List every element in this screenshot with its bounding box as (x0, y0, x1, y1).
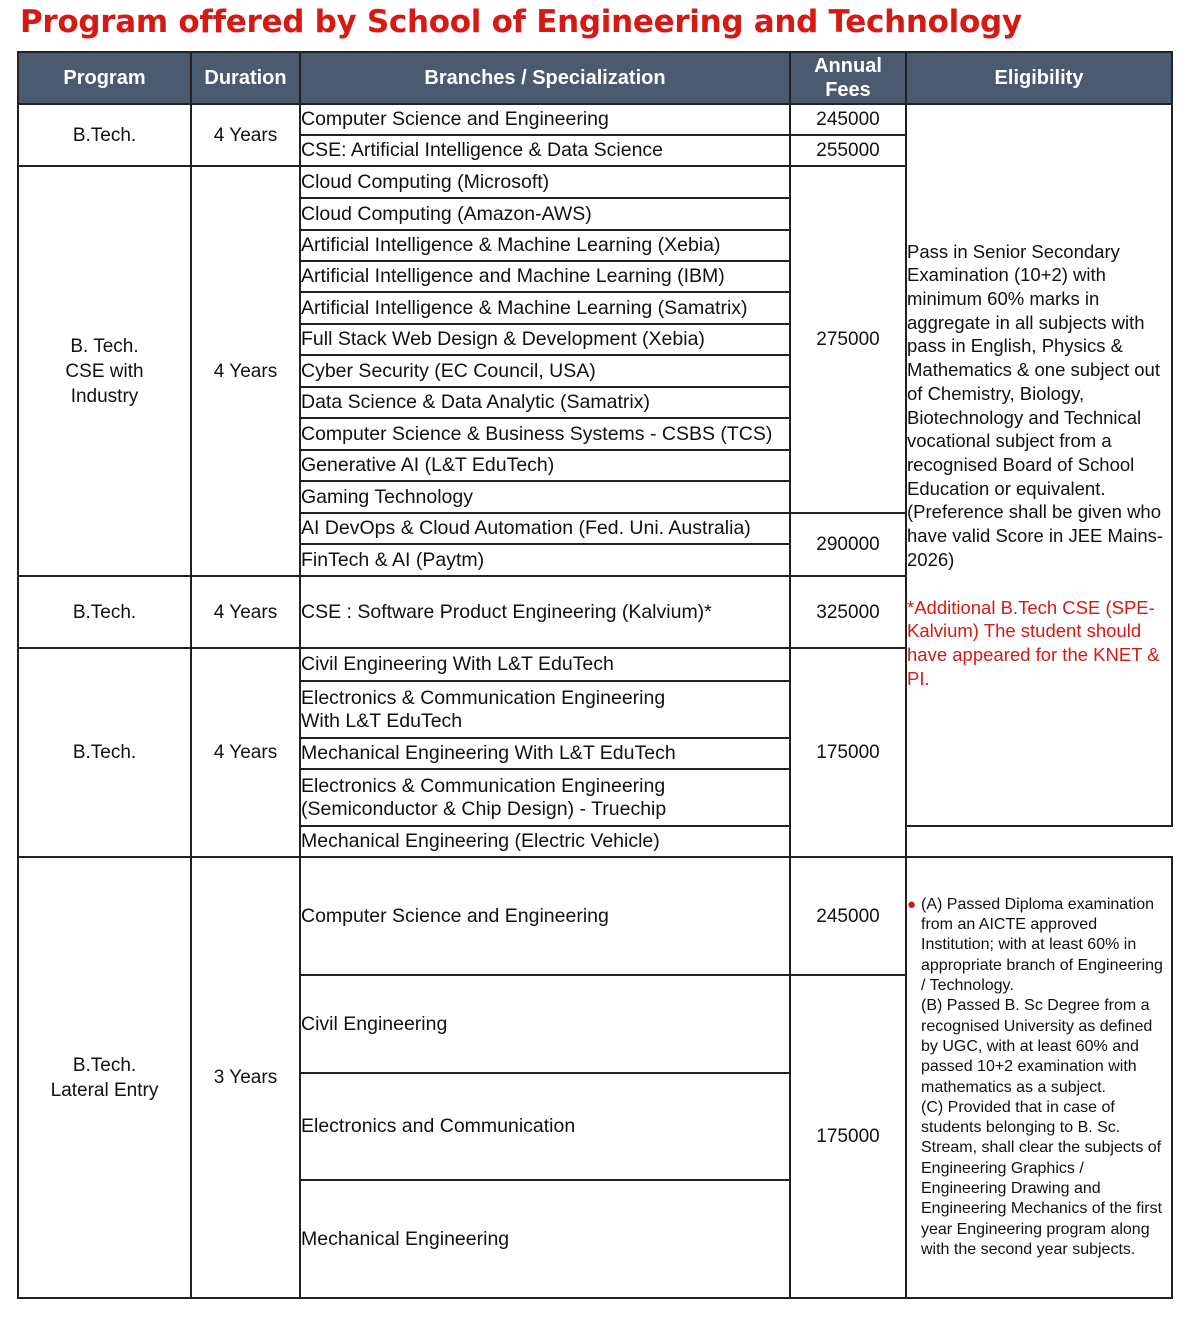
branch-cell: Artificial Intelligence & Machine Learning (Samatrix) (300, 292, 790, 324)
fee-cell: 245000 (790, 104, 906, 135)
header-program: Program (18, 52, 191, 104)
duration-cell: 4 Years (191, 166, 300, 576)
branch-cell: Artificial Intelligence & Machine Learning (Xebia) (300, 230, 790, 261)
branch-cell: Full Stack Web Design & Development (Xebia) (300, 324, 790, 355)
branch-cell: Cloud Computing (Amazon-AWS) (300, 198, 790, 230)
branch-cell: Computer Science and Engineering (300, 104, 790, 135)
program-table (17, 51, 1173, 1299)
header-row (18, 52, 1172, 104)
table-row (18, 857, 1172, 975)
eligibility-main-text: Pass in Senior Secondary Examination (10+2) with minimum 60% marks in aggregate in all subjects with pass in English, Physics & Mathematics & one subject out of Chemistry, Biology, Biotechnology and Technical vocational subject from a recognised Board of School Education or equivalent. (Preference shall be given who have valid Score in JEE Mains-2026) (907, 240, 1164, 570)
branch-cell: Electronics and Communication (300, 1073, 790, 1180)
eligibility-lateral-cell (906, 857, 1172, 1298)
eligibility-note: *Additional B.Tech CSE (SPE- Kalvium) The student should have appeared for the KNET & PI. (907, 596, 1160, 689)
branch-cell: Generative AI (L&T EduTech) (300, 450, 790, 481)
header-eligibility: Eligibility (906, 52, 1172, 104)
branch-cell: Data Science & Data Analytic (Samatrix) (300, 387, 790, 418)
fee-cell: 275000 (790, 166, 906, 513)
branch-cell: AI DevOps & Cloud Automation (Fed. Uni. Australia) (300, 513, 790, 544)
branch-cell: Cloud Computing (Microsoft) (300, 166, 790, 198)
branch-cell: Mechanical Engineering With L&T EduTech (300, 738, 790, 769)
eligibility-main-cell (906, 104, 1172, 826)
branch-cell: Civil Engineering (300, 975, 790, 1073)
table-row (18, 104, 1172, 135)
duration-cell: 4 Years (191, 648, 300, 857)
branch-cell: Electronics & Communication Engineering With L&T EduTech (300, 681, 790, 738)
fee-cell: 255000 (790, 135, 906, 166)
duration-cell: 4 Years (191, 104, 300, 166)
branch-cell: FinTech & AI (Paytm) (300, 544, 790, 576)
program-cell: B.Tech. (18, 648, 191, 857)
header-duration: Duration (191, 52, 300, 104)
duration-cell: 3 Years (191, 857, 300, 1298)
bullet-dot-icon: ● (907, 895, 917, 913)
eligibility-lateral-c: (C) Provided that in case of students belonging to B. Sc. Stream, shall clear the subjects of Engineering Graphics / Engineering Drawing and Engineering Mechanics of the first year Engineering program along with the second year subjects. (921, 1098, 1163, 1258)
eligibility-lateral-a: (A) Passed Diploma examination from an AICTE approved Institution; with at least 60% in appropriate branch of Engineering / Technology. (921, 895, 1163, 995)
branch-cell: Computer Science and Engineering (300, 857, 790, 975)
branch-cell: Electronics & Communication Engineering (Semiconductor & Chip Design) - Truechip (300, 769, 790, 826)
program-cell: B. Tech. CSE with Industry (18, 166, 191, 576)
fee-cell: 175000 (790, 648, 906, 857)
eligibility-lateral-b: (B) Passed B. Sc Degree from a recognised University as defined by UGC, with at least 60% and passed 10+2 examination with mathematics as a subject. (921, 997, 1153, 1096)
fee-cell: 175000 (790, 975, 906, 1298)
fee-cell: 245000 (790, 857, 906, 975)
program-cell: B.Tech. Lateral Entry (18, 857, 191, 1298)
branch-cell: Mechanical Engineering (Electric Vehicle) (300, 826, 790, 857)
page-title: Program offered by School of Engineering and Technology (20, 4, 1022, 40)
fee-cell: 290000 (790, 513, 906, 576)
branch-cell: Cyber Security (EC Council, USA) (300, 355, 790, 387)
program-cell: B.Tech. (18, 576, 191, 648)
branch-cell: CSE : Software Product Engineering (Kalvium)* (300, 576, 790, 648)
duration-cell: 4 Years (191, 576, 300, 648)
branch-cell: CSE: Artificial Intelligence & Data Science (300, 135, 790, 166)
fee-cell: 325000 (790, 576, 906, 648)
branch-cell: Computer Science & Business Systems - CSBS (TCS) (300, 418, 790, 450)
branch-cell: Civil Engineering With L&T EduTech (300, 648, 790, 681)
branch-cell: Mechanical Engineering (300, 1180, 790, 1298)
header-fees: Annual Fees (790, 52, 906, 104)
branch-cell: Artificial Intelligence and Machine Learning (IBM) (300, 261, 790, 292)
program-cell: B.Tech. (18, 104, 191, 166)
header-branches: Branches / Specialization (300, 52, 790, 104)
branch-cell: Gaming Technology (300, 481, 790, 513)
